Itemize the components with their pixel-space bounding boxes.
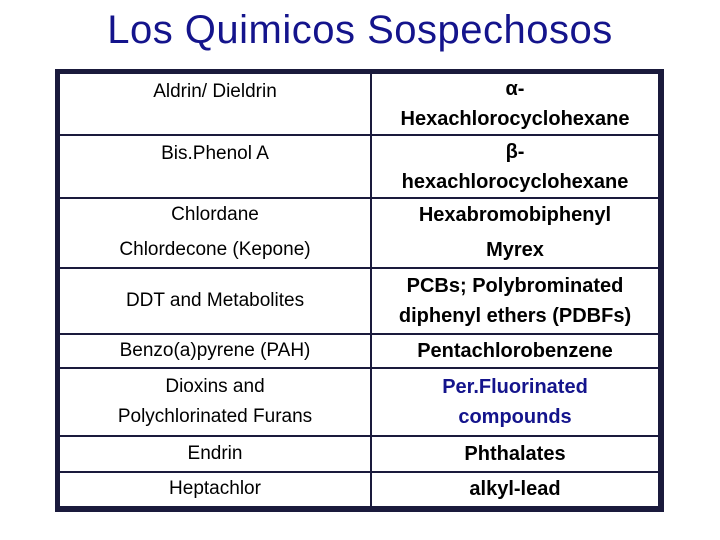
chemicals-table xyxy=(58,72,660,508)
table-row xyxy=(59,73,659,135)
chemical-name: Chlordecone (Kepone) xyxy=(119,238,311,260)
chemical-name-line: PCBs; Polybrominated xyxy=(406,275,624,298)
chemical-name: Phthalates xyxy=(464,443,566,466)
table-row xyxy=(59,472,659,507)
chemical-name-cell xyxy=(59,334,371,368)
chemical-name-cell xyxy=(59,198,371,232)
chemical-name: Pentachlorobenzene xyxy=(417,339,613,362)
chemical-name-cell xyxy=(59,472,371,507)
chemical-name-line: compounds xyxy=(458,406,572,429)
chemical-name-cell xyxy=(371,135,659,197)
chemical-name-cell xyxy=(59,135,371,197)
chemical-name-line: α- xyxy=(505,78,525,101)
chemicals-table-container xyxy=(55,69,664,512)
chemical-name-line: Per.Fluorinated xyxy=(442,376,588,399)
table-row xyxy=(59,436,659,471)
chemical-name: Chlordane xyxy=(171,204,259,226)
chemical-name-cell xyxy=(59,436,371,471)
chemical-name: Myrex xyxy=(486,238,544,261)
chemical-name-line: Polychlorinated Furans xyxy=(117,406,313,428)
chemical-name-cell xyxy=(371,436,659,471)
chemical-name-cell xyxy=(371,268,659,333)
chemical-name-cell xyxy=(59,232,371,268)
chemical-name-line: diphenyl ethers (PDBFs) xyxy=(398,305,632,328)
table-row xyxy=(59,268,659,333)
chemical-name-line: hexachlorocyclohexane xyxy=(401,170,629,193)
chemical-name: DDT and Metabolites xyxy=(125,290,305,312)
chemical-name-cell xyxy=(59,268,371,333)
chemical-name: alkyl-lead xyxy=(469,478,561,501)
table-row xyxy=(59,334,659,368)
chemical-name-cell xyxy=(371,73,659,135)
table-row xyxy=(59,232,659,268)
chemical-name: Hexabromobiphenyl xyxy=(418,204,612,227)
chemical-name: Endrin xyxy=(187,443,243,465)
chemical-name: Bis.Phenol A xyxy=(161,143,269,165)
table-row xyxy=(59,368,659,436)
chemical-name-cell xyxy=(371,232,659,268)
chemical-name: Benzo(a)pyrene (PAH) xyxy=(119,339,311,361)
chemical-name-cell xyxy=(371,334,659,368)
chemical-name-cell xyxy=(371,198,659,232)
chemical-name-cell xyxy=(59,73,371,135)
chemical-name-line: β- xyxy=(505,140,525,163)
table-row xyxy=(59,135,659,197)
chemical-name-line: Dioxins and xyxy=(165,376,265,398)
chemical-name: Heptachlor xyxy=(169,478,261,500)
slide-title: Los Quimicos Sospechosos xyxy=(107,8,613,52)
chemical-name-cell xyxy=(59,368,371,436)
chemical-name-cell xyxy=(371,368,659,436)
chemical-name: Aldrin/ Dieldrin xyxy=(153,81,277,102)
chemical-name-line: Hexachlorocyclohexane xyxy=(400,108,630,131)
chemical-name-cell xyxy=(371,472,659,507)
table-row xyxy=(59,198,659,232)
